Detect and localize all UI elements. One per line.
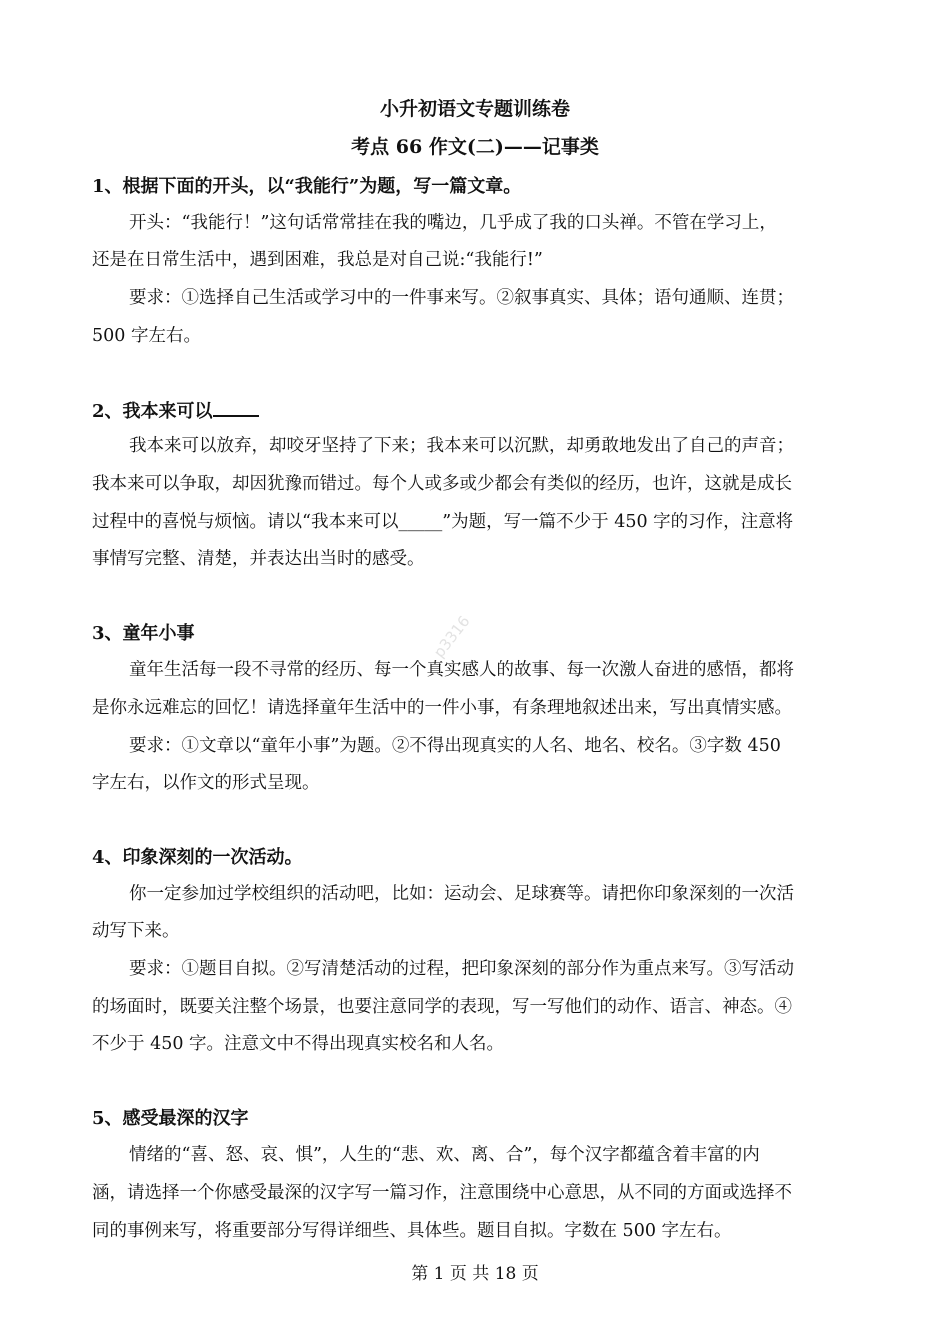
question-4-line-1: 你一定参加过学校组织的活动吧，比如：运动会、足球赛等。请把你印象深刻的一次活 — [129, 884, 794, 904]
question-4-line-2: 动写下来。 — [92, 921, 180, 941]
question-2-heading-text: 2、我本来可以 — [92, 401, 213, 422]
question-2-line-3: 过程中的喜悦与烦恼。请以“我本来可以_____”为题，写一篇不少于 450 字的习作，注意将 — [92, 512, 794, 532]
question-2-heading — [92, 397, 872, 425]
question-4-line-5: 不少于 450 字。注意文中不得出现真实校名和人名。 — [92, 1034, 505, 1054]
question-3-heading: 3、童年小事 — [92, 623, 195, 644]
question-2-line-2: 我本来可以争取，却因犹豫而错过。每个人或多或少都会有类似的经历，也许，这就是成长 — [92, 474, 792, 494]
question-1-line-4: 500 字左右。 — [92, 326, 201, 346]
question-4-line-4: 的场面时，既要关注整个场景，也要注意同学的表现，写一写他们的动作、语言、神态。④ — [92, 997, 792, 1017]
question-1-line-3: 要求：①选择自己生活或学习中的一件事来写。②叙事真实、具体；语句通顺、连贯； — [129, 288, 794, 308]
watermark: p3316 — [430, 612, 474, 662]
question-1-heading: 1、根据下面的开头，以“我能行”为题，写一篇文章。 — [92, 176, 522, 197]
answer-blank — [213, 397, 259, 417]
document-subtitle: 考点 66 作文(二)——记事类 — [351, 136, 599, 158]
question-5-line-1: 情绪的“喜、怒、哀、惧”，人生的“悲、欢、离、合”，每个汉字都蕴含着丰富的内 — [129, 1145, 760, 1165]
question-4-heading: 4、印象深刻的一次活动。 — [92, 847, 303, 868]
page-footer: 第 1 页 共 18 页 — [411, 1264, 539, 1284]
question-5-line-3: 同的事例来写，将重要部分写得详细些、具体些。题目自拟。字数在 500 字左右。 — [92, 1221, 732, 1241]
question-1-line-2: 还是在日常生活中，遇到困难，我总是对自己说:“我能行!” — [92, 250, 543, 270]
question-3-line-4: 字左右，以作文的形式呈现。 — [92, 773, 320, 793]
question-3-line-1: 童年生活每一段不寻常的经历、每一个真实感人的故事、每一次激人奋进的感悟，都将 — [129, 660, 794, 680]
question-3-line-2: 是你永远难忘的回忆！请选择童年生活中的一件小事，有条理地叙述出来，写出真情实感。 — [92, 698, 792, 718]
question-4-line-3: 要求：①题目自拟。②写清楚活动的过程，把印象深刻的部分作为重点来写。③写活动 — [129, 959, 794, 979]
question-2-line-1: 我本来可以放弃，却咬牙坚持了下来；我本来可以沉默，却勇敢地发出了自己的声音； — [129, 436, 794, 456]
question-2-line-4: 事情写完整、清楚，并表达出当时的感受。 — [92, 549, 425, 569]
question-5-heading: 5、感受最深的汉字 — [92, 1108, 249, 1129]
question-5-line-2: 涵，请选择一个你感受最深的汉字写一篇习作，注意围绕中心意思，从不同的方面或选择不 — [92, 1183, 792, 1203]
question-1-line-1: 开头：“我能行！”这句话常常挂在我的嘴边，几乎成了我的口头禅。不管在学习上， — [129, 213, 777, 233]
document-title: 小升初语文专题训练卷 — [379, 98, 570, 120]
question-3-line-3: 要求：①文章以“童年小事”为题。②不得出现真实的人名、地名、校名。③字数 450 — [129, 736, 781, 756]
